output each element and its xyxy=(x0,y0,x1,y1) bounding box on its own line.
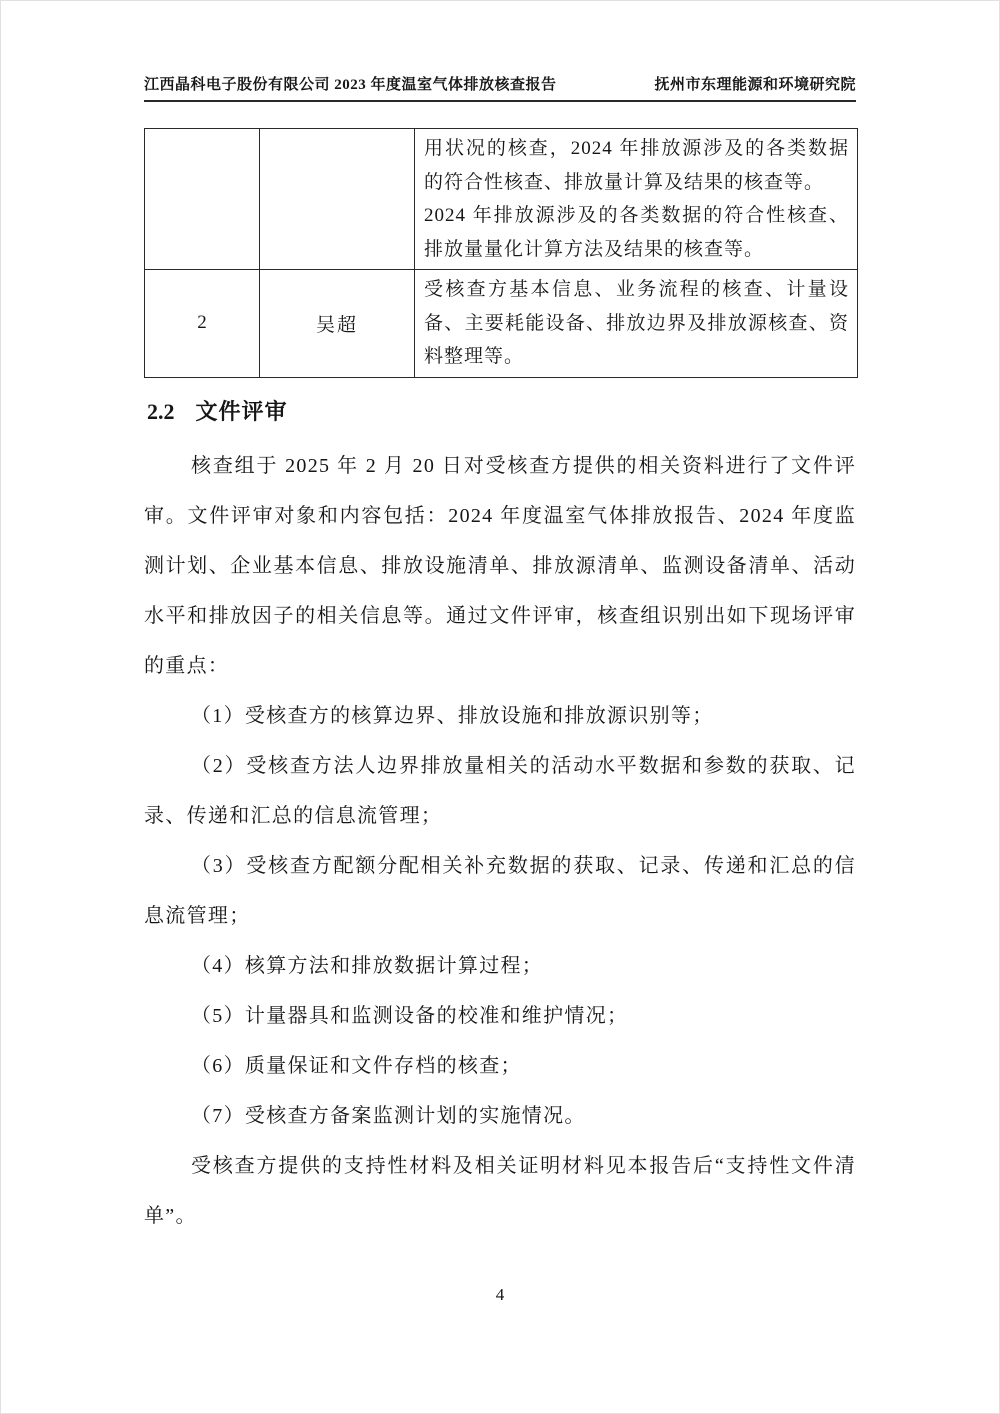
cell-duty-description xyxy=(415,129,858,270)
header-left-title: 江西晶科电子股份有限公司 2023 年度温室气体排放核查报告 xyxy=(144,77,557,93)
list-item-6: （6）质量保证和文件存档的核查； xyxy=(191,1054,522,1077)
verification-team-table xyxy=(144,128,858,378)
list-item-3: （3）受核查方配额分配相关补充数据的获取、记录、传递和汇总的信息流管理； xyxy=(144,854,856,927)
cell-duty-description xyxy=(415,270,858,378)
page-header xyxy=(144,73,856,102)
cell-row-index: 2 xyxy=(145,270,260,378)
list-item-5: （5）计量器具和监测设备的校准和维护情况； xyxy=(191,1004,629,1027)
cell-member-name xyxy=(260,129,415,270)
paragraph-closing: 受核查方提供的支持性材料及相关证明材料见本报告后“支持性文件清单”。 xyxy=(144,1154,856,1227)
page-number: 4 xyxy=(495,1285,505,1304)
cell-member-name: 吴超 xyxy=(260,270,415,378)
table-row xyxy=(145,270,858,378)
duty-paragraph: 2024 年排放源涉及的各类数据的符合性核查、排放量量化计算方法及结果的核查等。 xyxy=(424,205,849,260)
list-item-2: （2）受核查方法人边界排放量相关的活动水平数据和参数的获取、记录、传递和汇总的信息流管理； xyxy=(144,754,856,827)
header-right-title: 抚州市东理能源和环境研究院 xyxy=(654,77,856,93)
list-item-7: （7）受核查方备案监测计划的实施情况。 xyxy=(191,1104,586,1127)
paragraph-intro: 核查组于 2025 年 2 月 20 日对受核查方提供的相关资料进行了文件评审。文件评审对象和内容包括：2024 年度温室气体排放报告、2024 年度监测计划、企业基本信息、排放设施清单、排放源清单、监测设备清单、活动水平和排放因子的相关信息等。通过文件评审，核查组识别出如下现场评审的重点： xyxy=(144,454,856,677)
section-heading xyxy=(147,395,856,426)
list-item-1: （1）受核查方的核算边界、排放设施和排放源识别等； xyxy=(191,704,714,727)
section-number: 2.2 xyxy=(147,398,175,424)
duty-paragraph: 受核查方基本信息、业务流程的核查、计量设备、主要耗能设备、排放边界及排放源核查、资料整理等。 xyxy=(424,279,849,367)
list-item-4: （4）核算方法和排放数据计算过程； xyxy=(191,954,544,977)
section-title: 文件评审 xyxy=(195,398,288,424)
cell-row-index xyxy=(145,129,260,270)
table-row xyxy=(145,129,858,270)
duty-paragraph: 用状况的核查，2024 年排放源涉及的各类数据的符合性核查、排放量计算及结果的核查等。 xyxy=(424,138,849,193)
